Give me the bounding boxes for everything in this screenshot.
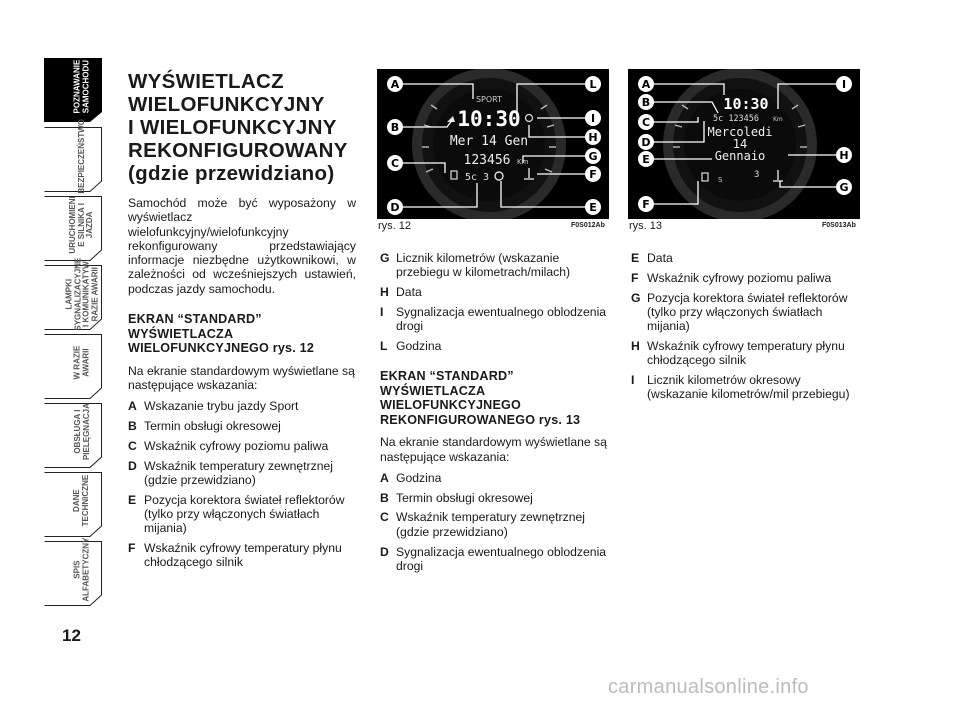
callout-l: L [589, 78, 597, 91]
figure-12-caption: rys. 12 [378, 220, 412, 232]
figure-13-display [628, 69, 860, 219]
trip-unit: Km [773, 116, 783, 123]
section-intro: Na ekranie standardowym wyświetlane są następujące wskazania: [128, 363, 355, 392]
month-name: Gennaio [714, 149, 766, 163]
callout-g: G [839, 181, 849, 194]
date-readout: Mer 14 Gen [449, 134, 529, 149]
tab-label: DANE TECHNICZNE [72, 475, 90, 527]
clock-readout: 10:30 [457, 107, 521, 131]
list-item: C Wskaźnik temperatury zewnętrznej (gdzie przewidziano) [380, 510, 585, 539]
list-item: H Data [380, 285, 422, 300]
list-item: C Wskaźnik cyfrowy poziomu paliwa [128, 438, 329, 453]
list-item: A Wskazanie trybu jazdy Sport [128, 399, 299, 414]
callout-i: I [841, 78, 847, 91]
tab-spis-alfabetyczny[interactable] [44, 538, 102, 607]
tab-uruchomienie-silnika[interactable] [44, 196, 102, 262]
figure-12-display [377, 69, 609, 219]
callout-c: C [641, 116, 651, 129]
right-column [631, 251, 859, 407]
tab-label: OBSŁUGA I PIELĘGNACJA [72, 403, 90, 461]
list-item: G Licznik kilometrów (wskazanie przebiegu w kilometrach/milach) [380, 251, 571, 280]
callout-g: G [588, 150, 598, 163]
tab-lampki-sygnalizacyjne[interactable] [44, 257, 102, 331]
callout-i: I [590, 112, 596, 125]
callout-d: D [390, 201, 400, 214]
tab-dane-techniczne[interactable] [44, 472, 102, 538]
day-name: Mercoledi [707, 125, 773, 139]
list-item: I Sygnalizacja ewentualnego oblodzenia drogi [380, 304, 607, 334]
list-item: H Wskaźnik cyfrowy temperatury płynu chłodzącego silnik [631, 338, 845, 368]
figure-13-code: F0S013Ab [822, 222, 856, 229]
tab-label: SPIS ALFABETYCZNY [72, 538, 90, 602]
callout-a: A [390, 78, 400, 91]
clock-readout: 10:30 [723, 95, 769, 113]
middle-column [380, 251, 608, 579]
callout-b: B [390, 121, 400, 134]
list-item: D Wskaźnik temperatury zewnętrznej (gdzie przewidziano) [128, 458, 333, 487]
list-item: A Godzina [380, 470, 442, 485]
list-item: F Wskaźnik cyfrowy temperatury płynu chłodzącego silnik [128, 541, 342, 570]
tab-obsluga-i-pielegnacja[interactable] [44, 403, 102, 469]
tab-label: URUCHOMIENI E SILNIKA I JAZDA [68, 196, 95, 254]
figure-13-caption: rys. 13 [629, 220, 663, 232]
callout-b: B [641, 96, 651, 109]
figure-13-drawing [628, 69, 860, 219]
callout-a: A [641, 78, 651, 91]
left-column [128, 70, 356, 575]
callout-h: H [839, 149, 849, 162]
figure-12-drawing [377, 69, 609, 219]
trip-readout: 5c 123456 [712, 114, 760, 124]
list-item: G Pozycja korektora świateł reflektorów (tylko przy włączonych światłach mijania) [631, 290, 848, 334]
callout-e: E [642, 153, 650, 166]
intro-paragraph: Samochód może być wyposażony w wyświetlacz wielofunkcyjny/wielofunkcyjny rekonfigurowany przedstawiający informacje niezbędne użytkownikowi, w zależności od wcześniejszych ustawień, podczas jazdy samochodu. [128, 196, 356, 296]
tab-poznawanie-samochodu[interactable] [44, 58, 102, 124]
watermark: carmanualsonline.info [608, 676, 809, 698]
callout-c: C [390, 157, 400, 170]
sport-indicator: SPORT [475, 95, 503, 104]
list-item: D Sygnalizacja ewentualnego oblodzenia drogi [380, 544, 607, 573]
list-item: B Termin obsługi okresowej [380, 490, 533, 505]
callout-h: H [588, 131, 598, 144]
tab-label: W RAZIE AWARII [72, 346, 90, 380]
list-item: B Termin obsługi okresowej [128, 418, 281, 433]
page-number: 12 [62, 626, 81, 645]
section-title-reconfigurable: EKRAN “STANDARD” WYŚWIETLACZA WIELOFUNKCYJNEGO REKONFIGUROWANEGO rys. 13 [380, 369, 581, 427]
figure-12-code: F0S012Ab [571, 222, 605, 229]
callout-f: F [589, 168, 597, 181]
tab-w-razie-awarii[interactable] [44, 334, 102, 400]
tab-bezpieczenstwo[interactable] [44, 118, 102, 194]
odometer-readout: 123456 [463, 153, 511, 168]
tab-label: POZNAWANIE SAMOCHODU [72, 60, 90, 114]
section-intro: Na ekranie standardowym wyświetlane są następujące wskazania: [380, 435, 607, 464]
headlight-level-readout: 3 [754, 170, 760, 180]
temperature-readout: 5c 3 [464, 172, 490, 183]
page-title: WYŚWIETLACZ WIELOFUNKCYJNY I WIELOFUNKCYJNY REKONFIGUROWANY (gdzie przewidziano) [128, 70, 348, 185]
tab-label: BEZPIECZEŃSTWO [76, 118, 86, 194]
sport-s-indicator: S [718, 176, 723, 184]
list-item: E Data [631, 251, 673, 265]
odometer-unit: Km [517, 158, 529, 166]
list-item: F Wskaźnik cyfrowy poziomu paliwa [631, 270, 832, 285]
callout-f: F [642, 198, 650, 211]
list-item: E Pozycja korektora świateł reflektorów (tylko przy włączonych światłach mijania) [128, 492, 345, 536]
day-number: 14 [732, 137, 748, 151]
callout-d: D [641, 136, 651, 149]
list-item: I Licznik kilometrów okresowy (wskazanie kilometrów/mil przebiegu) [631, 373, 850, 402]
list-item: L Godzina [380, 338, 442, 353]
callout-e: E [589, 201, 597, 214]
section-title-standard: EKRAN “STANDARD” WYŚWIETLACZA WIELOFUNKCYJNEGO rys. 12 [128, 312, 315, 356]
tab-label: LAMPKI SYGNALIZACYJNE I KOMUNIKATYW RAZIE AWARII [63, 257, 99, 331]
